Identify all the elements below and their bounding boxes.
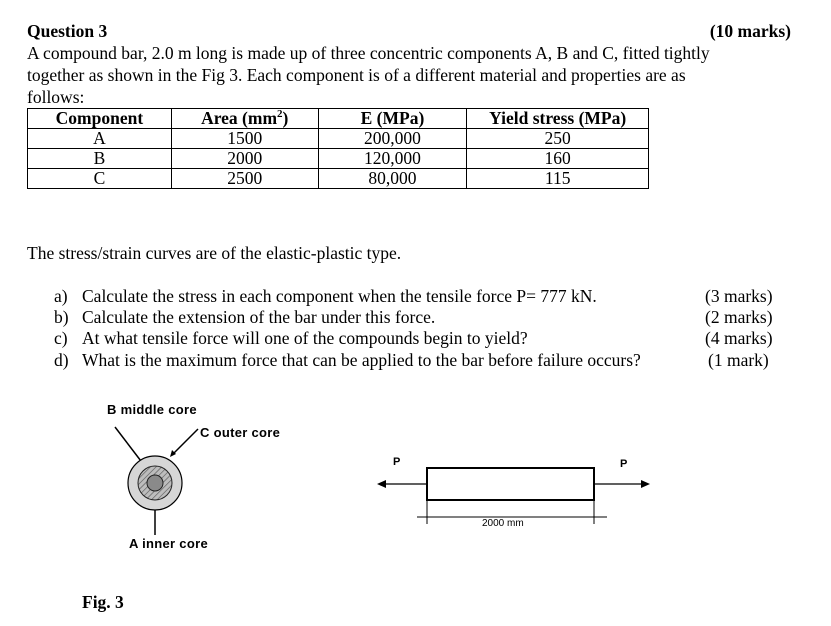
force-label-left: P xyxy=(393,456,401,468)
force-label-right: P xyxy=(620,458,628,470)
bar-rectangle xyxy=(427,468,594,500)
table-row xyxy=(28,169,649,189)
header-area: Area $(mm^2)$ xyxy=(171,109,318,129)
part-d-marks: (1 mark) xyxy=(708,350,769,370)
cell-area: 2000 xyxy=(171,149,318,169)
part-d-text: What is the maximum force that can be applied to the bar before failure occurs? xyxy=(82,350,641,370)
inner-core xyxy=(147,475,163,491)
label-b-middle-core: B middle core xyxy=(107,402,197,417)
part-c-marks: (4 marks) xyxy=(705,328,773,348)
part-a-letter: a) xyxy=(54,286,68,306)
part-b-marks: (2 marks) xyxy=(705,307,773,327)
part-c-text: At what tensile force will one of the compounds begin to yield? xyxy=(82,328,528,348)
cross-section-diagram xyxy=(100,415,210,540)
cell-component: C xyxy=(28,169,172,189)
dimension-length-label: 2000 mm xyxy=(482,518,524,529)
cell-yield: 115 xyxy=(467,169,649,189)
cell-yield: 160 xyxy=(467,149,649,169)
header-yield-stress: Yield stress (MPa) xyxy=(467,109,649,129)
part-a-text: Calculate the stress in each component when the tensile force P= 777 kN. xyxy=(82,286,597,306)
arrowhead-left xyxy=(377,480,386,488)
part-b-letter: b) xyxy=(54,307,69,327)
cell-modulus: 80,000 xyxy=(318,169,467,189)
cell-component: A xyxy=(28,129,172,149)
label-a-inner-core: A inner core xyxy=(129,536,208,551)
table-header-row xyxy=(28,109,649,129)
leader-line-c xyxy=(172,429,198,455)
part-c-letter: c) xyxy=(54,328,68,348)
cell-component: B xyxy=(28,149,172,169)
header-component: Component xyxy=(28,109,172,129)
question-title: Question 3 xyxy=(27,21,108,41)
cell-modulus: 120,000 xyxy=(318,149,467,169)
part-b-text: Calculate the extension of the bar under this force. xyxy=(82,307,436,327)
leader-line-b xyxy=(115,427,144,465)
header-modulus: E (MPa) xyxy=(318,109,467,129)
part-d-letter: d) xyxy=(54,350,69,370)
label-c-outer-core: C outer core xyxy=(200,425,281,440)
table-row xyxy=(28,149,649,169)
part-a-marks: (3 marks) xyxy=(705,286,773,306)
cell-area: 2500 xyxy=(171,169,318,189)
material-note: The stress/strain curves are of the elastic-plastic type. xyxy=(27,243,402,263)
arrowhead-right xyxy=(641,480,650,488)
cell-modulus: 200,000 xyxy=(318,129,467,149)
question-marks: (10 marks) xyxy=(709,21,791,41)
cell-yield: 250 xyxy=(467,129,649,149)
properties-table xyxy=(27,108,649,189)
intro-line-2: together as shown in the Fig 3. Each component is of a different material and properties are as xyxy=(27,65,686,85)
cell-area: 1500 xyxy=(171,129,318,149)
intro-line-3: follows: xyxy=(27,87,85,107)
table-row xyxy=(28,129,649,149)
intro-line-1: A compound bar, 2.0 m long is made up of three concentric components A, B and C, fitted tightly xyxy=(27,43,710,63)
figure-caption: Fig. 3 xyxy=(82,592,124,612)
